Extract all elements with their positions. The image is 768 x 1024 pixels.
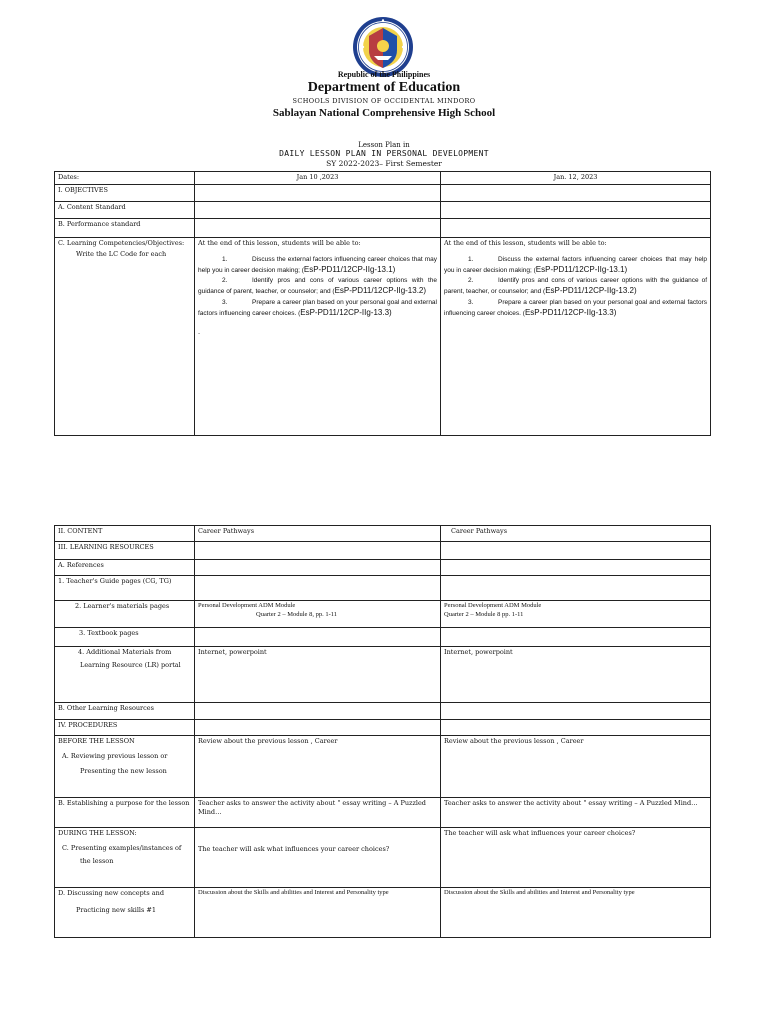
reviewing-label-line2: Presenting the new lesson xyxy=(80,766,167,775)
presenting-value-col1: The teacher will ask what influences your career choices? xyxy=(198,845,390,853)
date-col1: Jan 10 ,2023 xyxy=(195,172,441,185)
content-value-col1: Career Pathways xyxy=(195,526,441,542)
school-year: SY 2022-2023– First Semester xyxy=(326,159,442,168)
procedures-row xyxy=(55,720,711,736)
procedures-table xyxy=(54,525,711,938)
presenting-row xyxy=(55,828,711,888)
review-value-col1: Review about the previous lesson , Career xyxy=(195,736,441,798)
dates-row xyxy=(55,172,711,185)
additional-materials-label-line1: 4. Additional Materials from xyxy=(78,648,172,656)
competency-item: 3. Prepare a career plan based on your personal goal and external factors influencing career choices. (EsP-PD11/12CP-IIg-13.3) xyxy=(444,298,707,317)
lesson-plan-in: Lesson Plan in xyxy=(358,141,410,149)
learners-value-col1-line1: Personal Development ADM Module xyxy=(198,602,296,609)
content-standard-label: A. Content Standard xyxy=(55,202,195,219)
discussing-row xyxy=(55,888,711,938)
presenting-label-line2: the lesson xyxy=(80,856,114,865)
discussing-value-col1: Discussion about the Skills and abilities and Interest and Personality type xyxy=(195,888,441,938)
competency-item: 2. Identify pros and cons of various career options with the guidance of parent, teacher, or counselor; and (EsP-PD11/12CP-IIg-13.2) xyxy=(444,277,707,296)
content-standard-row xyxy=(55,202,711,219)
competency-item: 1. Discuss the external factors influencing career choices that may help you in career decision making; (EsP-PD11/12CP-IIg-13.1) xyxy=(198,255,437,274)
discussing-value-col2: Discussion about the Skills and abilities and Interest and Personality type xyxy=(441,888,711,938)
performance-standard-row xyxy=(55,219,711,238)
daily-lesson-plan-title: DAILY LESSON PLAN IN PERSONAL DEVELOPMENT xyxy=(279,149,489,158)
other-resources-row xyxy=(55,703,711,720)
objectives-table xyxy=(54,171,711,436)
discussing-label-line1: D. Discussing new concepts and xyxy=(58,889,165,897)
competency-item: 3. Prepare a career plan based on your personal goal and external factors influencing career choices. (EsP-PD11/12CP-IIg-13.3) xyxy=(198,298,437,317)
learners-value-col1-line2: Quarter 2 – Module 8, pp. 1-11 xyxy=(256,610,337,618)
before-lesson-label: BEFORE THE LESSON xyxy=(58,737,135,745)
objectives-label: I. OBJECTIVES xyxy=(55,185,195,202)
learners-materials-row xyxy=(55,601,711,628)
performance-standard-label: B. Performance standard xyxy=(55,219,195,238)
learners-value-col2-line1: Personal Development ADM Module xyxy=(444,602,542,609)
competencies-intro: At the end of this lesson, students will be able to: xyxy=(444,239,607,247)
date-col2: Jan. 12, 2023 xyxy=(441,172,711,185)
competency-item: 1. Discuss the external factors influencing career choices that may help you in career decision making; (EsP-PD11/12CP-IIg-13.1) xyxy=(444,255,707,274)
department-title: Department of Education xyxy=(307,80,461,95)
additional-materials-row xyxy=(55,647,711,703)
division-line: SCHOOLS DIVISION OF OCCIDENTAL MINDORO xyxy=(292,97,476,105)
school-name: Sablayan National Comprehensive High School xyxy=(272,107,496,119)
presenting-label-line1: C. Presenting examples/instances of xyxy=(62,843,182,852)
reviewing-label-line1: A. Reviewing previous lesson or xyxy=(62,751,168,760)
republic-line: Republic of the Philippines xyxy=(337,70,431,79)
references-label: A. References xyxy=(55,560,195,576)
references-row xyxy=(55,560,711,576)
competencies-row xyxy=(55,238,711,436)
review-value-col2: Review about the previous lesson , Career xyxy=(441,736,711,798)
competencies-label: C. Learning Competencies/Objectives: xyxy=(58,239,185,247)
learning-resources-row xyxy=(55,542,711,560)
establishing-value-col2: Teacher asks to answer the activity about " essay writing – A Puzzled Mind… xyxy=(441,798,711,828)
learners-value-col2-line2: Quarter 2 – Module 8 pp. 1-11 xyxy=(444,610,524,618)
competencies-col2 xyxy=(441,238,711,436)
learning-resources-label: III. LEARNING RESOURCES xyxy=(55,542,195,560)
objectives-row xyxy=(55,185,711,202)
other-resources-label: B. Other Learning Resources xyxy=(55,703,195,720)
establishing-value-col1: Teacher asks to answer the activity about " essay writing – A Puzzled Mind… xyxy=(195,798,441,828)
establishing-row xyxy=(55,798,711,828)
additional-value-col2: Internet, powerpoint xyxy=(441,647,711,703)
textbook-pages-row xyxy=(55,628,711,647)
establishing-label: B. Establishing a purpose for the lesson xyxy=(55,798,195,828)
trailing-mark: . xyxy=(198,328,201,337)
presenting-value-col2: The teacher will ask what influences your career choices? xyxy=(441,828,711,888)
competency-item: 2. Identify pros and cons of various career options with the guidance of parent, teacher, or counselor; and (EsP-PD11/12CP-IIg-13.2) xyxy=(198,277,437,296)
content-row xyxy=(55,526,711,542)
dates-label: Dates: xyxy=(55,172,195,185)
deped-seal-icon xyxy=(352,16,414,78)
additional-value-col1: Internet, powerpoint xyxy=(195,647,441,703)
teachers-guide-row xyxy=(55,576,711,601)
content-label: II. CONTENT xyxy=(55,526,195,542)
content-value-col2: Career Pathways xyxy=(441,526,711,542)
competencies-intro: At the end of this lesson, students will be able to: xyxy=(198,239,361,247)
lc-code-note: Write the LC Code for each xyxy=(76,249,167,258)
procedures-label: IV. PROCEDURES xyxy=(55,720,195,736)
learners-materials-label: 2. Learner's materials pages xyxy=(55,601,195,628)
reviewing-row xyxy=(55,736,711,798)
during-lesson-label: DURING THE LESSON: xyxy=(58,829,137,837)
discussing-label-line2: Practicing new skills #1 xyxy=(76,905,156,914)
additional-materials-label-line2: Learning Resource (LR) portal xyxy=(80,660,181,669)
competencies-col1 xyxy=(195,238,441,436)
teachers-guide-label: 1. Teacher's Guide pages (CG, TG) xyxy=(55,576,195,601)
textbook-pages-label: 3. Textbook pages xyxy=(55,628,195,647)
